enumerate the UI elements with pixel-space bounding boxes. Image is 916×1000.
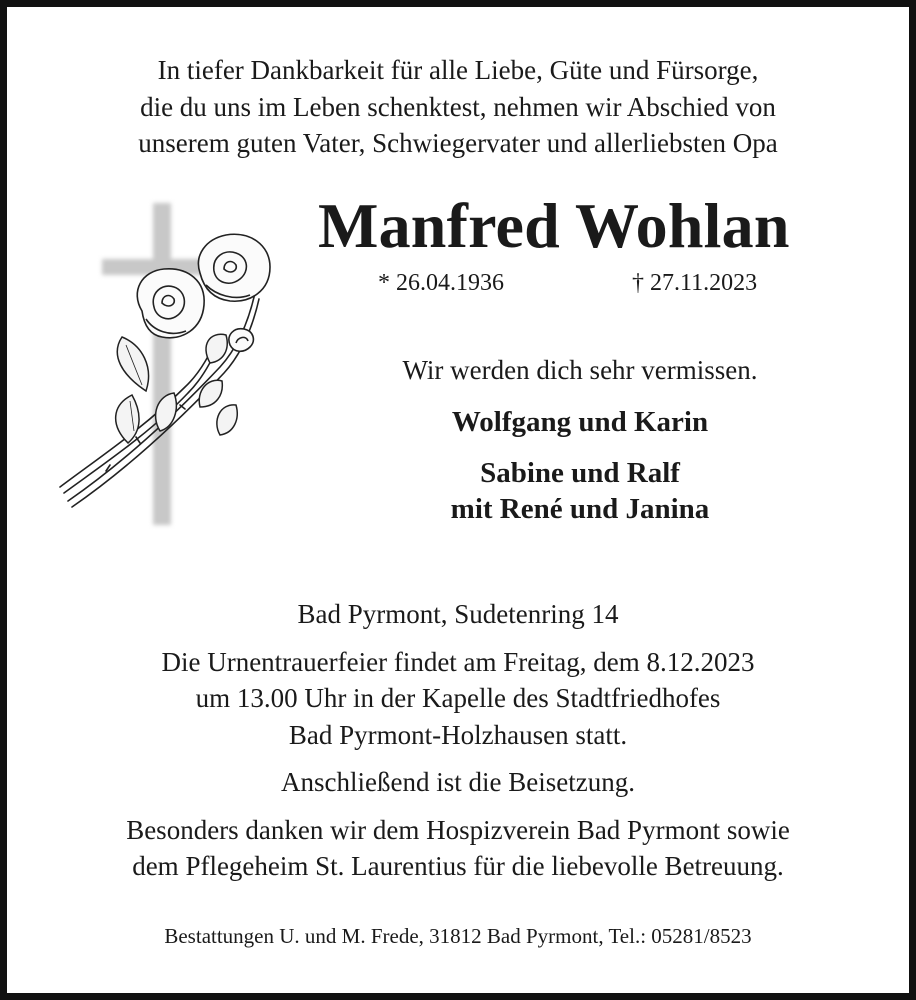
mourners-list <box>320 404 840 527</box>
intro-line: die du uns im Leben schenktest, nehmen wir Abschied von <box>140 91 776 122</box>
undertaker-info: Bestattungen U. und M. Frede, 31812 Bad Pyrmont, Tel.: 05281/8523 <box>164 924 752 948</box>
service-details <box>0 596 916 885</box>
mourner-line: Wolfgang und Karin <box>451 406 709 438</box>
intro-text <box>0 52 916 162</box>
leaves-icon <box>116 334 238 443</box>
cross-icon <box>102 203 214 525</box>
thanks-line: Besonders danken wir dem Hospizverein Bad Pyrmont sowie <box>126 814 790 845</box>
burial-line: Anschließend ist die Beisetzung. <box>281 767 635 797</box>
address-line: Bad Pyrmont, Sudetenring 14 <box>297 599 619 629</box>
farewell-message: Wir werden dich sehr vermissen. <box>402 355 758 385</box>
cross-with-roses-icon <box>50 195 295 535</box>
birth-date: * 26.04.1936 <box>378 270 504 296</box>
death-date: † 27.11.2023 <box>632 270 758 296</box>
mourner-line: Sabine und Ralf <box>480 457 680 489</box>
thanks-line: dem Pflegeheim St. Laurentius für die liebevolle Betreuung. <box>132 851 784 881</box>
ceremony-line: Die Urnentrauerfeier findet am Freitag, dem 8.12.2023 <box>161 646 755 677</box>
ceremony-line: um 13.00 Uhr in der Kapelle des Stadtfriedhofes <box>195 683 721 713</box>
deceased-name: Manfred Wohlan <box>318 190 790 261</box>
ceremony-line: Bad Pyrmont-Holzhausen statt. <box>288 719 628 750</box>
mourner-line: mit René und Janina <box>450 493 710 525</box>
intro-line: unserem guten Vater, Schwiegervater und allerliebsten Opa <box>138 128 778 158</box>
intro-line: In tiefer Dankbarkeit für alle Liebe, Güte und Fürsorge, <box>157 55 759 85</box>
